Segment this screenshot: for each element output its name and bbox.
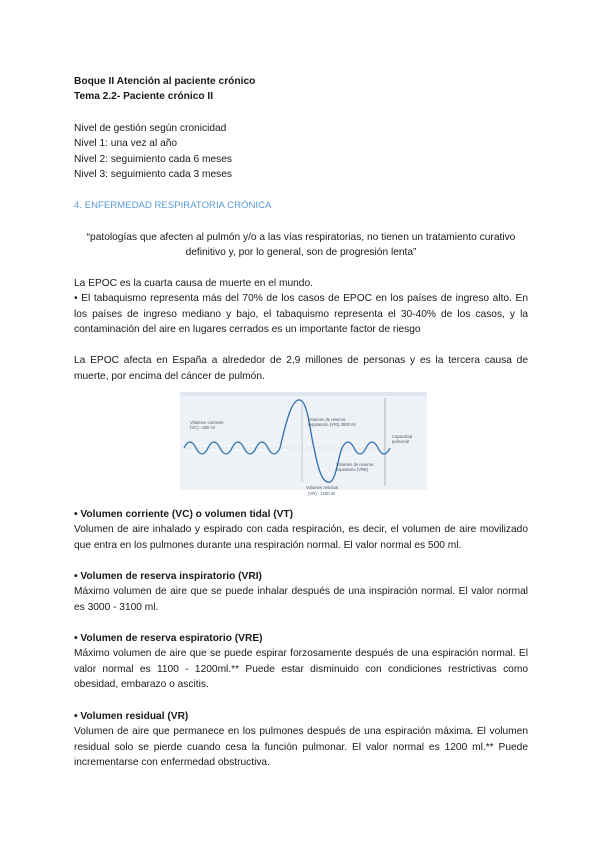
level-item: Nivel 3: seguimiento cada 3 meses: [74, 169, 232, 180]
paragraph-smoking: • El tabaquismo representa más del 70% de los casos de EPOC en los países de ingreso alto. En los países de ingreso mediano y bajo, el tabaquismo representa el 30-40% de los casos, y la contaminación del aire en lugares cerrados es un importante factor de riesgo: [74, 293, 528, 335]
block-title: Boque II Atención al paciente crónico: [74, 76, 256, 87]
level-item: Nivel 1: una vez al año: [74, 138, 178, 149]
volume-title: • Volumen de reserva inspiratorio (VRI): [74, 571, 262, 582]
label-vre: Volumen de reserva: [336, 462, 374, 467]
volume-text: Máximo volumen de aire que se puede inhalar después de una inspiración normal. El valor normal es 3000 - 3100 ml.: [74, 586, 528, 613]
lung-volumes-figure: [180, 392, 427, 496]
volume-text: Máximo volumen de aire que se puede espirar forzosamente después de una espiración normal. El valor normal es 1100 - 1200ml.** Puede estar disminuido con condiciones restrictivas como obesidad, embarazo o ascitis.: [74, 648, 528, 690]
label-vre-sub: espiratorio (VRE): [336, 467, 369, 472]
definition-quote-line-1: “patologías que afecten al pulmón y/o a las vías respiratorias, no tienen un tratamiento curativo: [86, 232, 516, 243]
section-heading: 4. ENFERMEDAD RESPIRATORIA CRÓNICA: [74, 200, 272, 211]
label-capacity-sub: pulmonar: [392, 439, 410, 444]
volume-title: • Volumen corriente (VC) o volumen tidal (VT): [74, 509, 294, 520]
volume-text: Volumen de aire inhalado y espirado con cada respiración, es decir, el volumen de aire movilizado que entra en los pulmones durante una respiración normal. El valor normal es 500 ml.: [74, 524, 528, 551]
spirogram: [180, 392, 427, 496]
volume-title: • Volumen residual (VR): [74, 711, 189, 722]
paragraph-spain: La EPOC afecta en España a alrededor de 2,9 millones de personas y es la tercera causa de muerte, por encima del cáncer de pulmón.: [74, 355, 528, 382]
volume-title: • Volumen de reserva espiratorio (VRE): [74, 633, 263, 644]
figure-background: [180, 392, 427, 490]
definition-quote-line-2: definitivo y, por lo general, son de progresión lenta”: [185, 247, 417, 258]
label-capacity: Capacidad: [392, 434, 413, 439]
label-vr: Volumen residual: [306, 485, 339, 490]
paragraph-epoc-cause: La EPOC es la cuarta causa de muerte en el mundo.: [74, 278, 313, 289]
volume-text: Volumen de aire que permanece en los pulmones después de una espiración máxima. El volumen residual solo se pierde cuando cesa la función pulmonar. El valor normal es 1200 ml.** Puede incrementarse con enfermedad obstructiva.: [74, 726, 528, 768]
topic-title: Tema 2.2- Paciente crónico II: [74, 91, 214, 102]
level-item: Nivel 2: seguimiento cada 6 meses: [74, 154, 232, 165]
levels-title: Nivel de gestión según cronicidad: [74, 123, 227, 134]
label-vc-sub: (VC) - 500 ml: [190, 425, 215, 430]
label-vr-sub: (VR) - 1200 ml: [308, 491, 336, 496]
label-vri-sub: inspiratorio (VRI) 3000 ml: [308, 422, 356, 427]
label-vc: Volumen corriente: [190, 420, 224, 425]
label-vri: Volumen de reserva: [308, 417, 346, 422]
figure-top-band: [180, 392, 427, 396]
